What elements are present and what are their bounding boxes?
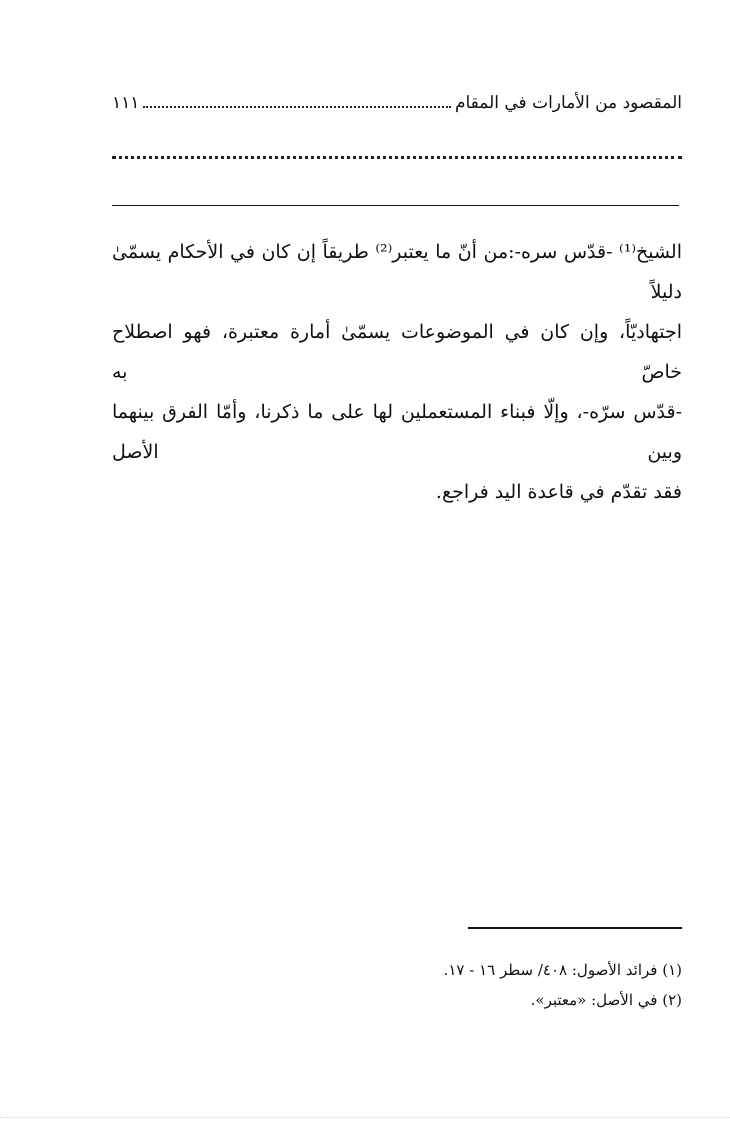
header-dot-leader <box>143 105 451 108</box>
text-top-rule <box>112 205 679 206</box>
page-number: ١١١ <box>112 93 140 113</box>
scan-edge-marks <box>0 1117 730 1126</box>
footnotes <box>300 955 682 1015</box>
body-line: اجتهاديّاً، وإن كان في الموضوعات يسمّىٰ أمارة معتبرة، فهو اصطلاح خاصّ به <box>112 321 682 383</box>
footnote-item: (١) فرائد الأصول: ٤٠٨/ سطر ١٦ - ١٧. <box>443 961 682 979</box>
running-header <box>112 88 682 118</box>
footnote-item: (٢) في الأصل: «معتبر». <box>530 991 682 1009</box>
header-title: المقصود من الأمارات في المقام <box>454 93 682 113</box>
body-line: -قدّس سرّه-، وإلّا فبناء المستعملين لها على ما ذكرنا، وأمّا الفرق بينهما وبين الأصل <box>112 401 682 463</box>
body-line: الشيخ⁽¹⁾ -قدّس سره-:من أنّ ما يعتبر⁽²⁾ طريقاً إن كان في الأحكام يسمّىٰ دليلاً <box>112 241 682 303</box>
body-line: فقد تقدّم في قاعدة اليد فراجع. <box>435 481 682 503</box>
dotted-separator <box>112 156 682 159</box>
footnote-rule <box>468 927 682 929</box>
body-paragraph <box>112 232 682 512</box>
